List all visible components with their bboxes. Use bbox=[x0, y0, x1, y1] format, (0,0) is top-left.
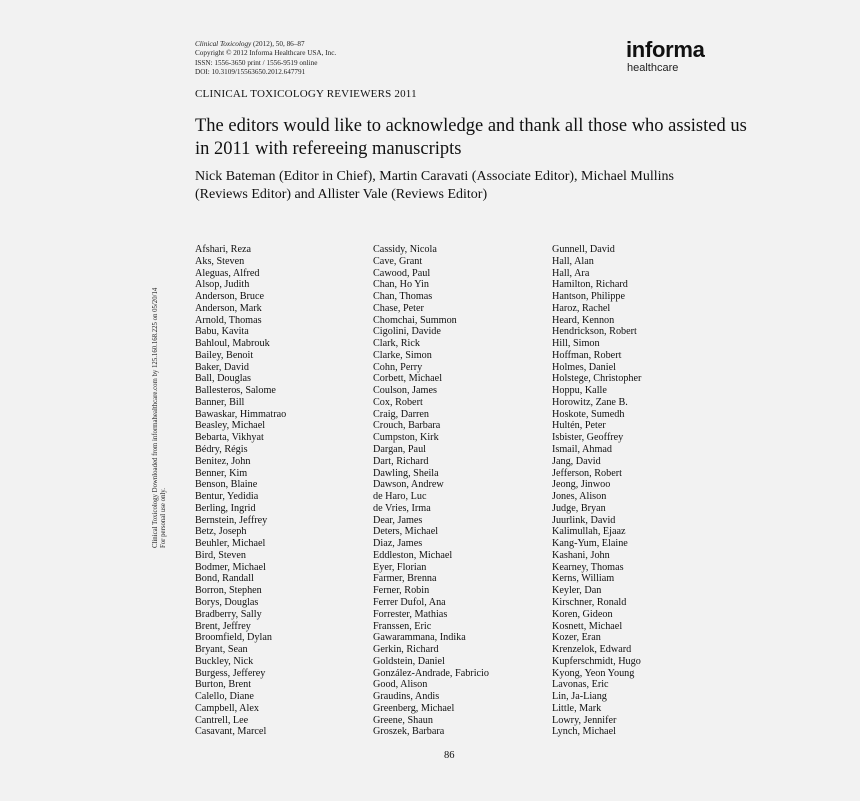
reviewer-name: Kirschner, Ronald bbox=[552, 596, 627, 608]
reviewer-name: Forrester, Mathias bbox=[373, 608, 448, 620]
reviewer-name: Jones, Alison bbox=[552, 491, 607, 503]
reviewer-name: Anderson, Bruce bbox=[195, 291, 265, 303]
reviewer-name: Dawling, Sheila bbox=[373, 467, 439, 479]
reviewer-name: Chomchai, Summon bbox=[373, 314, 457, 326]
reviewer-name: Dargan, Paul bbox=[373, 444, 427, 456]
reviewer-name: Arnold, Thomas bbox=[195, 314, 262, 326]
reviewer-name: Dear, James bbox=[373, 514, 423, 526]
reviewer-column-3 bbox=[552, 244, 641, 738]
reviewer-name: Deters, Michael bbox=[373, 526, 439, 538]
reviewer-name: Cigolini, Davide bbox=[373, 326, 441, 338]
reviewer-name: Berling, Ingrid bbox=[195, 502, 256, 514]
reviewer-name: Burgess, Jefferey bbox=[195, 667, 266, 679]
reviewer-name: Lin, Ja-Liang bbox=[552, 691, 607, 703]
reviewer-name: Gerkin, Richard bbox=[373, 644, 439, 656]
reviewer-name: Franssen, Eric bbox=[373, 620, 432, 632]
reviewer-name: Gunnell, David bbox=[552, 244, 615, 255]
reviewer-name: de Vries, Irma bbox=[373, 502, 431, 514]
reviewer-name: Kosnett, Michael bbox=[552, 620, 623, 632]
reviewer-name: Bradberry, Sally bbox=[195, 608, 262, 620]
reviewer-name: Bryant, Sean bbox=[195, 644, 248, 656]
reviewer-name: Clarke, Simon bbox=[373, 349, 432, 361]
article-title: The editors would like to acknowledge and thank all those who assisted us in 2011 with refereeing manuscripts bbox=[195, 116, 747, 159]
reviewer-name: Alsop, Judith bbox=[195, 279, 250, 291]
reviewer-name: Clark, Rick bbox=[373, 338, 420, 350]
reviewer-name: Haroz, Rachel bbox=[552, 302, 611, 314]
reviewer-name: Ismail, Ahmad bbox=[552, 444, 612, 456]
download-sidebar bbox=[152, 248, 167, 548]
reviewer-name: Benitez, John bbox=[195, 455, 251, 467]
reviewer-name: González-Andrade, Fabricio bbox=[373, 667, 489, 679]
reviewer-name: Kang-Yum, Elaine bbox=[552, 538, 628, 550]
reviewer-name: Campbell, Alex bbox=[195, 702, 259, 714]
reviewer-name: de Haro, Luc bbox=[373, 491, 427, 503]
sidebar-line-1: Clinical Toxicology Downloaded from informahealthcare.com by 125.160.168.225 on 05/20/14 bbox=[152, 287, 159, 548]
reviewer-column-2 bbox=[373, 244, 489, 738]
reviewer-name: Hendrickson, Robert bbox=[552, 326, 637, 338]
editors-line: Nick Bateman (Editor in Chief), Martin Caravati (Associate Editor), Michael Mullins (Reviews Editor) and Allister Vale (Reviews Editor) bbox=[195, 169, 674, 202]
reviewer-name: Hultén, Peter bbox=[552, 420, 606, 432]
reviewer-name: Cawood, Paul bbox=[373, 267, 431, 279]
reviewer-name: Casavant, Marcel bbox=[195, 726, 267, 738]
reviewer-name: Beuhler, Michael bbox=[195, 538, 266, 550]
reviewer-name: Borron, Stephen bbox=[195, 585, 262, 597]
reviewer-name: Calello, Diane bbox=[195, 691, 254, 703]
reviewer-name: Lowry, Jennifer bbox=[552, 714, 617, 726]
reviewer-name: Kearney, Thomas bbox=[552, 561, 624, 573]
reviewer-name: Crouch, Barbara bbox=[373, 420, 441, 432]
reviewer-name: Bernstein, Jeffrey bbox=[195, 514, 268, 526]
reviewer-name: Bawaskar, Himmatrao bbox=[195, 408, 287, 420]
reviewer-name: Cumpston, Kirk bbox=[373, 432, 439, 444]
reviewer-name: Benson, Blaine bbox=[195, 479, 258, 491]
reviewer-name: Krenzelok, Edward bbox=[552, 644, 632, 656]
reviewer-name: Babu, Kavita bbox=[195, 326, 249, 338]
reviewer-name: Kalimullah, Ejaaz bbox=[552, 526, 626, 538]
reviewer-name: Hoskote, Sumedh bbox=[552, 408, 625, 420]
reviewer-name: Cassidy, Nicola bbox=[373, 244, 437, 255]
reviewer-name: Bahloul, Mabrouk bbox=[195, 338, 270, 350]
reviewer-name: Ball, Douglas bbox=[195, 373, 252, 385]
reviewer-name: Judge, Bryan bbox=[552, 502, 606, 514]
reviewer-name: Bebarta, Vikhyat bbox=[195, 432, 264, 444]
reviewer-name: Holmes, Daniel bbox=[552, 361, 616, 373]
reviewer-name: Hall, Ara bbox=[552, 267, 590, 279]
reviewer-name: Bird, Steven bbox=[195, 549, 246, 561]
reviewer-name: Jefferson, Robert bbox=[552, 467, 622, 479]
reviewer-name: Betz, Joseph bbox=[195, 526, 247, 538]
reviewer-name: Greene, Shaun bbox=[373, 714, 433, 726]
reviewer-name: Borys, Douglas bbox=[195, 596, 259, 608]
publisher-logo bbox=[626, 38, 705, 74]
reviewer-name: Holstege, Christopher bbox=[552, 373, 642, 385]
reviewer-name: Juurlink, David bbox=[552, 514, 616, 526]
reviewer-name: Coulson, James bbox=[373, 385, 437, 397]
reviewer-name: Buckley, Nick bbox=[195, 655, 254, 667]
reviewer-name: Eddleston, Michael bbox=[373, 549, 453, 561]
reviewer-name: Kozer, Eran bbox=[552, 632, 601, 644]
citation-block bbox=[195, 40, 336, 78]
citation: (2012), 50, 86–87 bbox=[253, 40, 305, 48]
reviewer-name: Diaz, James bbox=[373, 538, 423, 550]
reviewer-name: Hantson, Philippe bbox=[552, 291, 626, 303]
reviewer-name: Baker, David bbox=[195, 361, 249, 373]
reviewer-name: Lynch, Michael bbox=[552, 726, 616, 738]
reviewer-name: Little, Mark bbox=[552, 702, 602, 714]
reviewer-name: Graudins, Andis bbox=[373, 691, 440, 703]
reviewer-name: Anderson, Mark bbox=[195, 302, 262, 314]
reviewer-name: Benner, Kim bbox=[195, 467, 248, 479]
reviewer-name: Hill, Simon bbox=[552, 338, 600, 350]
reviewer-name: Goldstein, Daniel bbox=[373, 655, 445, 667]
doi: DOI: 10.3109/15563650.2012.647791 bbox=[195, 68, 306, 77]
reviewer-name: Keyler, Dan bbox=[552, 585, 602, 597]
reviewer-name: Dawson, Andrew bbox=[373, 479, 444, 491]
reviewer-name: Bentur, Yedidia bbox=[195, 491, 259, 503]
reviewer-name: Beasley, Michael bbox=[195, 420, 266, 432]
reviewer-name: Brent, Jeffrey bbox=[195, 620, 251, 632]
reviewer-name: Kupferschmidt, Hugo bbox=[552, 655, 641, 667]
sidebar-text bbox=[152, 248, 168, 548]
reviewer-name: Gawarammana, Indika bbox=[373, 632, 466, 644]
reviewer-name: Kyong, Yeon Young bbox=[552, 667, 635, 679]
reviewer-name: Bédry, Régis bbox=[195, 444, 248, 456]
section-heading: CLINICAL TOXICOLOGY REVIEWERS 2011 bbox=[195, 88, 417, 100]
reviewer-name: Lavonas, Eric bbox=[552, 679, 609, 691]
reviewer-name: Hamilton, Richard bbox=[552, 279, 628, 291]
reviewer-name: Ferner, Robin bbox=[373, 585, 430, 597]
reviewer-name: Bond, Randall bbox=[195, 573, 254, 585]
reviewer-name: Aks, Steven bbox=[195, 255, 245, 267]
reviewer-name: Craig, Darren bbox=[373, 408, 430, 420]
reviewer-name: Cave, Grant bbox=[373, 255, 423, 267]
reviewer-name: Dart, Richard bbox=[373, 455, 429, 467]
reviewer-name: Eyer, Florian bbox=[373, 561, 427, 573]
reviewer-name: Cantrell, Lee bbox=[195, 714, 249, 726]
reviewer-name: Corbett, Michael bbox=[373, 373, 443, 385]
reviewer-name: Aleguas, Alfred bbox=[195, 267, 260, 279]
reviewer-name: Good, Alison bbox=[373, 679, 428, 691]
reviewer-name: Farmer, Brenna bbox=[373, 573, 437, 585]
reviewer-name: Hall, Alan bbox=[552, 255, 594, 267]
reviewer-name: Jang, David bbox=[552, 455, 601, 467]
reviewer-name: Groszek, Barbara bbox=[373, 726, 445, 738]
reviewer-name: Heard, Kennon bbox=[552, 314, 615, 326]
page-number: 86 bbox=[444, 750, 455, 761]
reviewer-name: Cox, Robert bbox=[373, 396, 423, 408]
reviewer-name: Bodmer, Michael bbox=[195, 561, 266, 573]
reviewer-name: Hoppu, Kalle bbox=[552, 385, 607, 397]
reviewer-name: Kerns, William bbox=[552, 573, 615, 585]
logo-sub: healthcare bbox=[627, 62, 679, 74]
reviewer-name: Chan, Ho Yin bbox=[373, 279, 429, 291]
journal-name: Clinical Toxicology bbox=[195, 40, 252, 48]
reviewer-name: Kashani, John bbox=[552, 549, 610, 561]
sidebar-line-2: For personal use only. bbox=[160, 488, 167, 548]
reviewer-name: Chase, Peter bbox=[373, 302, 424, 314]
reviewer-name: Hoffman, Robert bbox=[552, 349, 622, 361]
reviewer-name: Cohn, Perry bbox=[373, 361, 423, 373]
citation-line bbox=[195, 40, 336, 49]
reviewer-name: Chan, Thomas bbox=[373, 291, 433, 303]
reviewer-name: Isbister, Geoffrey bbox=[552, 432, 624, 444]
reviewer-name: Ferrer Dufol, Ana bbox=[373, 596, 446, 608]
issn: ISSN: 1556-3650 print / 1556-9519 online bbox=[195, 58, 318, 67]
reviewer-name: Afshari, Reza bbox=[195, 244, 252, 255]
reviewer-name: Horowitz, Zane B. bbox=[552, 396, 628, 408]
reviewer-name: Burton, Brent bbox=[195, 679, 252, 691]
reviewer-column-1 bbox=[195, 244, 286, 738]
reviewer-name: Koren, Gideon bbox=[552, 608, 613, 620]
reviewer-name: Ballesteros, Salome bbox=[195, 385, 276, 397]
reviewer-name: Greenberg, Michael bbox=[373, 702, 455, 714]
copyright: Copyright © 2012 Informa Healthcare USA, Inc. bbox=[195, 49, 337, 58]
reviewer-name: Jeong, Jinwoo bbox=[552, 479, 611, 491]
reviewer-name: Banner, Bill bbox=[195, 396, 245, 408]
reviewer-name: Broomfield, Dylan bbox=[195, 632, 272, 644]
reviewer-name: Bailey, Benoit bbox=[195, 349, 254, 361]
logo-brand: informa bbox=[626, 37, 705, 62]
